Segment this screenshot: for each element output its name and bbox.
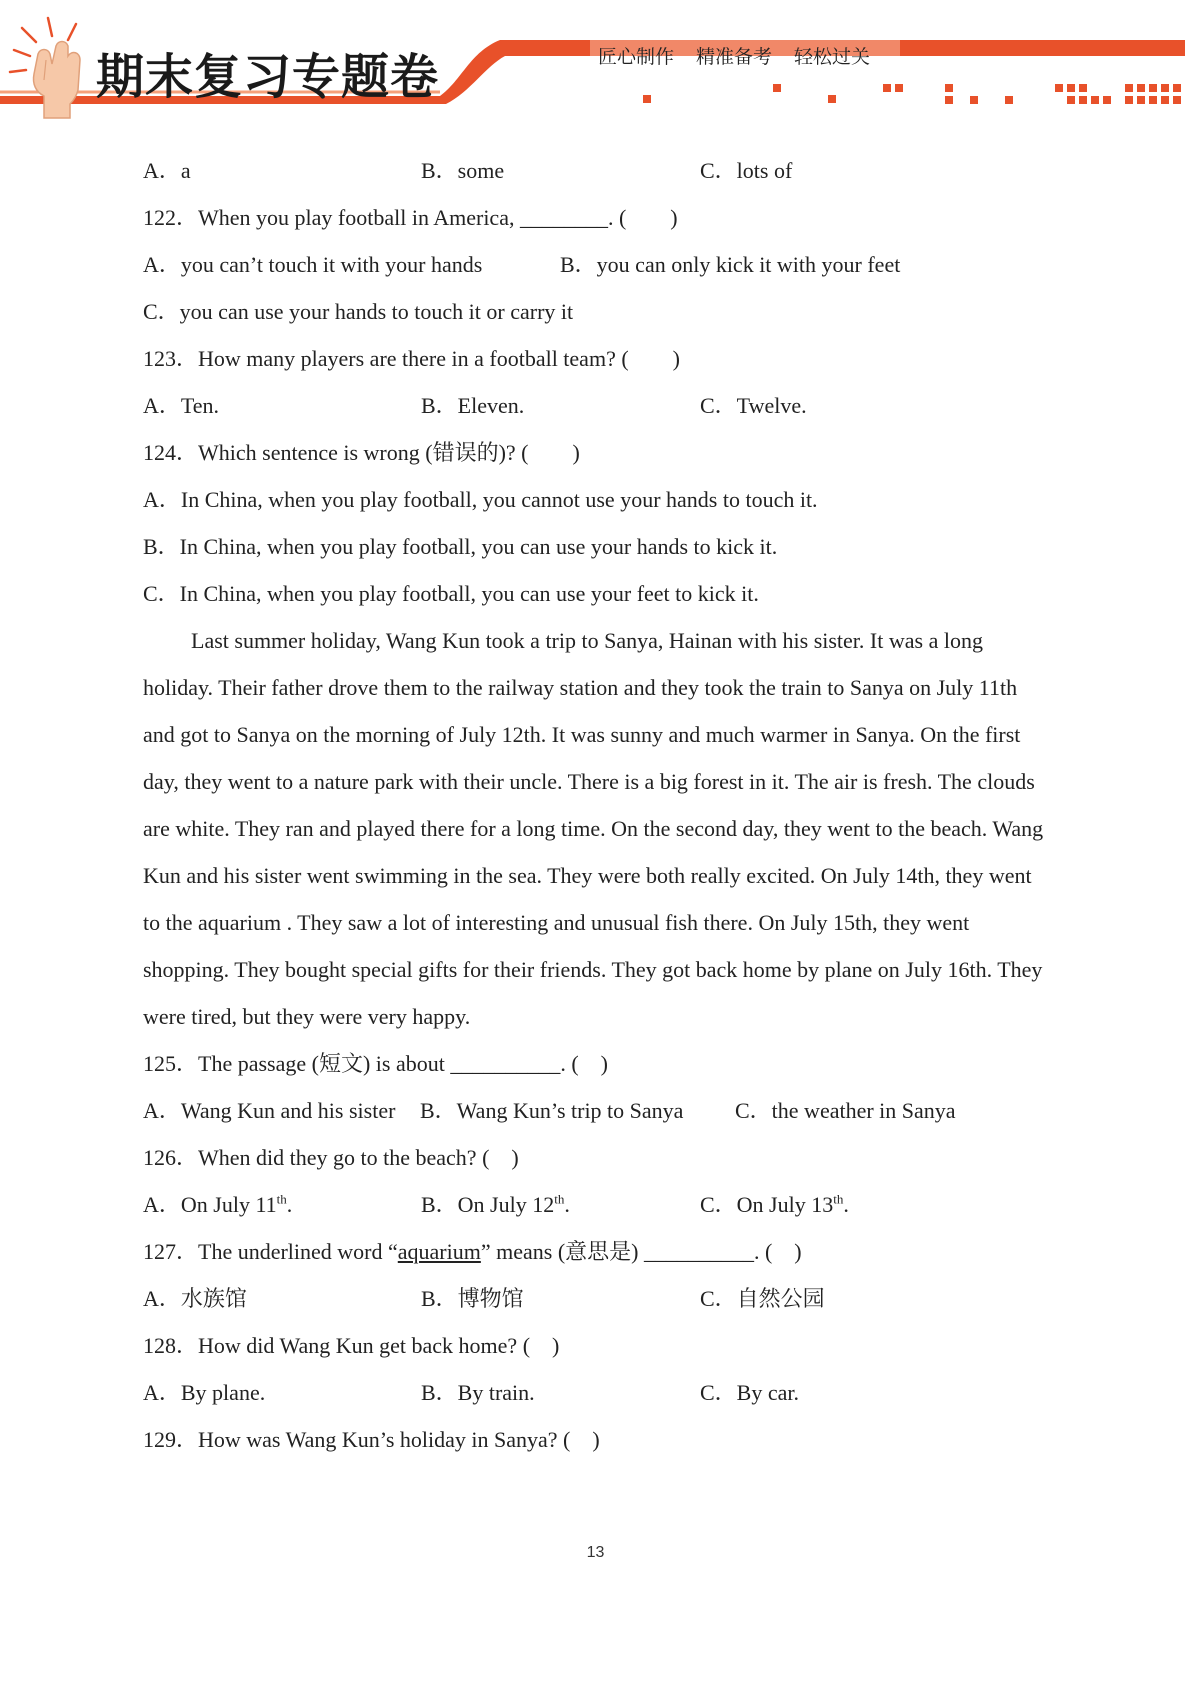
question-129: 129．How was Wang Kun’s holiday in Sanya? ( ): [143, 1427, 600, 1452]
ordinal-suffix: th: [833, 1191, 844, 1207]
option-c[interactable]: C．lots of: [700, 158, 793, 183]
option-row: [143, 241, 1063, 288]
option-b[interactable]: B．Wang Kun’s trip to Sanya: [420, 1098, 684, 1123]
option-b[interactable]: [421, 1181, 570, 1228]
option-row: [143, 1369, 1063, 1416]
option-a[interactable]: A．Wang Kun and his sister: [143, 1098, 396, 1123]
option-period: .: [286, 1192, 293, 1217]
banner-title: 期末复习专题卷: [96, 49, 440, 105]
option-c[interactable]: C．自然公园: [700, 1286, 825, 1311]
option-c[interactable]: C．the weather in Sanya: [735, 1098, 956, 1123]
option-period: .: [843, 1192, 849, 1217]
question-text: 127．The underlined word “: [143, 1239, 398, 1264]
slogan-item: 匠心制作: [598, 46, 675, 68]
option-row: [143, 147, 1063, 194]
slogan-item: 精准备考: [696, 46, 773, 68]
option-row: [143, 382, 1063, 429]
option-period: .: [564, 1192, 570, 1217]
option-a[interactable]: [143, 1181, 292, 1228]
question-124: 124．Which sentence is wrong (错误的)? ( ): [143, 440, 580, 465]
option-a[interactable]: A．水族馆: [143, 1286, 247, 1311]
option-a[interactable]: A．Ten.: [143, 393, 220, 418]
ordinal-suffix: th: [554, 1191, 565, 1207]
worksheet-content: [143, 147, 1063, 1463]
option-b[interactable]: B．Eleven.: [421, 393, 525, 418]
question-127: [143, 1228, 1063, 1275]
page-header: [0, 0, 1191, 125]
option-b[interactable]: B．In China, when you play football, you can use your hands to kick it.: [143, 534, 778, 559]
option-row: [143, 1087, 1063, 1134]
question-126: 126．When did they go to the beach? ( ): [143, 1145, 519, 1170]
question-122: 122．When you play football in America, ________. ( ): [143, 205, 678, 230]
question-128: 128．How did Wang Kun get back home? ( ): [143, 1333, 560, 1358]
reading-passage: [143, 617, 1063, 1040]
question-123: 123．How many players are there in a football team? ( ): [143, 346, 680, 371]
option-a[interactable]: A．a: [143, 158, 191, 183]
ordinal-suffix: th: [276, 1191, 287, 1207]
option-b[interactable]: B．some: [421, 158, 505, 183]
option-b[interactable]: B．you can only kick it with your feet: [560, 252, 901, 277]
option-a[interactable]: A．By plane.: [143, 1380, 266, 1405]
option-row: [143, 1181, 1063, 1228]
passage-text: Last summer holiday, Wang Kun took a trip to Sanya, Hainan with his sister. It was a long holiday. Their father drove them to the railway station and they took the train to Sanya on July 11th and got to Sanya on the morning of July 12th. It was sunny and much warmer in Sanya. On the first day, they went to a nature park with their uncle. There is a big forest in it. The air is fresh. The clouds are white. They ran and played there for a long time. On the second day, they went to the beach. Wang Kun and his sister went swimming in the sea. They were both really excited. On July 14th, they went to the aquarium . They saw a lot of interesting and unusual fish there. On July 15th, they went shopping. They bought special gifts for their friends. They got back home by plane on July 16th. They were tired, but they were very happy.: [143, 628, 1044, 1029]
question-text: ” means (意思是) __________. ( ): [480, 1239, 802, 1264]
slogan-item: 轻松过关: [794, 46, 871, 68]
hand-icon: [0, 0, 100, 125]
option-c[interactable]: C．In China, when you play football, you can use your feet to kick it.: [143, 581, 759, 606]
option-c[interactable]: C．By car.: [700, 1380, 799, 1405]
option-text: C．On July 13: [700, 1192, 834, 1217]
option-b[interactable]: B．By train.: [421, 1380, 535, 1405]
option-b[interactable]: B．博物馆: [421, 1286, 524, 1311]
option-text: B．On July 12: [421, 1192, 555, 1217]
option-row: [143, 1275, 1063, 1322]
underlined-word: aquarium: [397, 1239, 481, 1264]
option-a[interactable]: A．you can’t touch it with your hands: [143, 252, 483, 277]
option-text: A．On July 11: [143, 1192, 277, 1217]
option-a[interactable]: A．In China, when you play football, you cannot use your hands to touch it.: [143, 487, 818, 512]
option-c[interactable]: C．Twelve.: [700, 393, 807, 418]
page-number: 13: [586, 1544, 605, 1561]
slogan-group: [598, 42, 870, 69]
option-c[interactable]: [700, 1181, 849, 1228]
question-125: 125．The passage (短文) is about __________. ( ): [143, 1051, 608, 1076]
option-c[interactable]: C．you can use your hands to touch it or carry it: [143, 299, 574, 324]
